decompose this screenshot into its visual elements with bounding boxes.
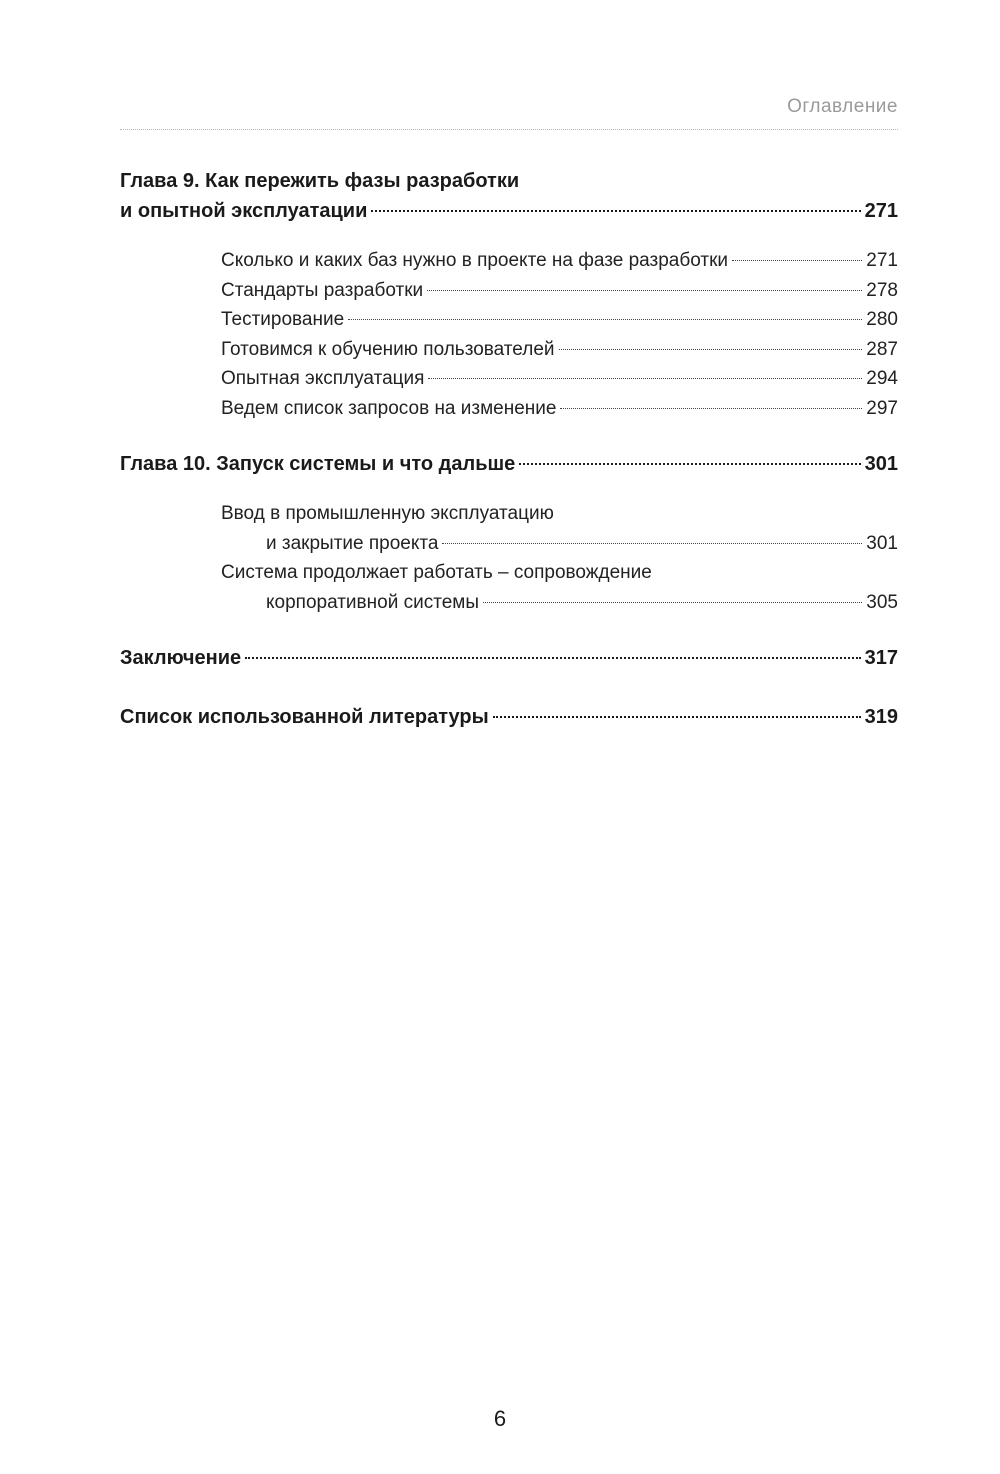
section-title-first-line: Ввод в промышленную эксплуатацию [221,503,554,524]
conclusion-page: 317 [864,647,898,669]
section-page: 305 [866,591,898,613]
table-of-contents [120,166,898,732]
chapter-9-title-first-line: Глава 9. Как пережить фазы разработки [120,170,520,192]
dot-leader [483,602,862,603]
dot-leader [428,378,862,379]
toc-section-entry[interactable] [120,364,898,394]
section-title: Тестирование [221,309,345,330]
dot-leader [245,657,860,659]
section-line-2 [221,588,898,618]
dot-leader [560,408,862,409]
toc-section-entry[interactable] [120,499,898,558]
dot-leader [442,543,862,544]
section-page: 278 [866,279,898,301]
dot-leader [371,210,860,212]
running-head-title: Оглавление [787,96,898,117]
section-title: Сколько и каких баз нужно в проекте на фазе разработки [221,250,729,271]
dot-leader [427,290,862,291]
conclusion-title: Заключение [120,647,242,669]
toc-references[interactable] [120,702,898,732]
dot-leader [493,716,861,718]
toc-conclusion[interactable] [120,643,898,673]
section-title-first-line: Система продолжает работать – сопровождение [221,562,652,583]
toc-section-entry[interactable] [120,558,898,617]
toc-section-entry[interactable] [120,246,898,276]
section-page: 271 [866,250,898,271]
chapter-10-page: 301 [864,453,898,475]
dot-leader [732,260,862,261]
chapter-10-title: Глава 10. Запуск системы и что дальше [120,453,516,475]
toc-section-entry[interactable] [120,394,898,424]
references-page: 319 [864,706,898,728]
section-title: Опытная эксплуатация [221,368,425,389]
section-line-1 [221,558,898,588]
dot-leader [348,319,862,320]
section-page: 301 [866,532,898,554]
toc-section-entry[interactable] [120,305,898,335]
toc-chapter-10[interactable] [120,449,898,479]
section-page: 280 [866,309,898,330]
section-title-second-line: и закрытие проекта [266,532,439,554]
chapter-9-title-line-1 [120,166,898,196]
toc-chapter-9[interactable] [120,166,898,226]
chapter-9-title-second-line: и опытной эксплуатации [120,200,368,222]
section-title: Стандарты разработки [221,279,424,301]
chapter-9-page: 271 [864,200,898,222]
section-page: 297 [866,397,898,419]
section-line-1 [221,499,898,529]
section-title-second-line: корпоративной системы [266,591,479,613]
section-title: Готовимся к обучению пользователей [221,338,555,360]
section-page: 287 [866,338,898,360]
section-title: Ведем список запросов на изменение [221,397,557,419]
page-number: 6 [493,1406,507,1431]
section-line-2 [221,529,898,559]
chapter-9-title-line-2 [120,196,898,226]
references-title: Список использованной литературы [120,706,489,728]
dot-leader [519,463,860,465]
dot-leader [559,349,863,350]
section-page: 294 [866,368,898,389]
toc-section-entry[interactable] [120,335,898,365]
toc-section-entry[interactable] [120,276,898,306]
header-divider [120,129,898,130]
